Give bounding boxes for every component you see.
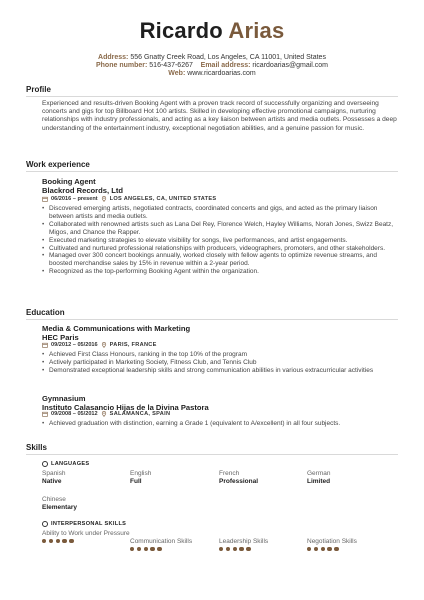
interpersonal-item bbox=[42, 530, 130, 543]
skill-name: Communication Skills bbox=[130, 538, 193, 545]
job-dates: 06/2016 – present bbox=[51, 196, 98, 202]
education-school: Instituto Calasancio Hijas de la Divina Pastora bbox=[42, 403, 209, 412]
rating-dot bbox=[334, 547, 338, 551]
location-pin-icon bbox=[101, 411, 107, 417]
skill-name: Ability to Work under Pressure bbox=[42, 530, 130, 537]
education-dates: 09/2008 – 05/2012 bbox=[51, 411, 98, 417]
rating-dot bbox=[56, 539, 60, 543]
language-name: German bbox=[307, 470, 331, 477]
education-school: HEC Paris bbox=[42, 333, 79, 342]
education-meta bbox=[42, 342, 157, 348]
education-bullets bbox=[42, 351, 398, 375]
rating-dot bbox=[314, 547, 318, 551]
language-name: French bbox=[219, 470, 240, 477]
job-bullets bbox=[42, 205, 398, 276]
interpersonal-item bbox=[307, 538, 395, 551]
rating-dot bbox=[144, 547, 148, 551]
languages-title: LANGUAGES bbox=[51, 461, 90, 467]
interpersonal-title: INTERPERSONAL SKILLS bbox=[51, 521, 127, 527]
list-item: • Managed over 300 concert bookings annually, worked closely with fellow agents to optimize revenue streams, and boosted merchandise sales by 15% in revenue within a 2-year period. bbox=[42, 252, 398, 268]
rating-dot bbox=[226, 547, 230, 551]
languages-heading bbox=[42, 461, 89, 467]
rating-dot bbox=[69, 539, 73, 543]
rating-dot bbox=[42, 539, 46, 543]
rating-dot bbox=[150, 547, 154, 551]
list-item: • Discovered emerging artists, negotiated contracts, coordinated concerts and gigs, and acted as the primary liaison between artists and media outlets. bbox=[42, 205, 398, 221]
list-item: • Recognized as the top-performing Booking Agent within the organization. bbox=[42, 268, 398, 276]
web-value: www.ricardoarias.com bbox=[187, 70, 256, 77]
rating-dot bbox=[327, 547, 331, 551]
list-item: • Achieved First Class Honours, ranking in the top 10% of the program bbox=[42, 351, 398, 359]
education-divider bbox=[26, 319, 398, 320]
job-company: Blackrod Records, Ltd bbox=[42, 186, 124, 195]
education-location: PARIS, FRANCE bbox=[109, 342, 157, 348]
language-level: Full bbox=[130, 478, 142, 485]
list-item: • Executed marketing strategies to elevate visibility for songs, live performances, and artist engagements. bbox=[42, 237, 398, 245]
education-meta bbox=[42, 411, 170, 417]
profile-heading: Profile bbox=[26, 85, 51, 94]
phone-value: 516-437-6267 bbox=[149, 62, 193, 69]
job-location: LOS ANGELES, CA, UNITED STATES bbox=[109, 196, 217, 202]
email-label: Email address: bbox=[200, 62, 251, 69]
resume-name bbox=[0, 18, 424, 44]
address-label: Address: bbox=[98, 54, 129, 61]
phone-label: Phone number: bbox=[95, 62, 148, 69]
language-name: English bbox=[130, 470, 152, 477]
interpersonal-heading bbox=[42, 521, 126, 527]
contact-web-line bbox=[0, 69, 424, 78]
work-divider bbox=[26, 171, 398, 172]
list-item: • Cultivated and nurtured professional relationships with producers, videographers, promoters, and other stakeholders. bbox=[42, 245, 398, 253]
education-location: SALAMANCA, SPAIN bbox=[109, 411, 171, 417]
location-pin-icon bbox=[101, 196, 107, 202]
list-item: • Achieved graduation with distinction, earning a Grade 1 (equivalent to A/excellent) in all four subjects. bbox=[42, 420, 398, 428]
language-level: Native bbox=[42, 478, 62, 485]
language-item bbox=[307, 470, 395, 486]
profile-divider bbox=[26, 96, 398, 97]
address-value: 556 Gnatty Creek Road, Los Angeles, CA 11001, United States bbox=[130, 54, 326, 61]
rating-dot bbox=[130, 547, 134, 551]
work-heading: Work experience bbox=[26, 160, 90, 169]
education-bullets bbox=[42, 420, 398, 428]
skill-rating bbox=[219, 547, 307, 551]
rating-dot bbox=[219, 547, 223, 551]
rating-dot bbox=[157, 547, 161, 551]
rating-dot bbox=[246, 547, 250, 551]
rating-dot bbox=[233, 547, 237, 551]
interpersonal-item bbox=[219, 538, 307, 551]
skill-rating bbox=[130, 547, 218, 551]
first-name: Ricardo bbox=[139, 18, 223, 43]
language-item bbox=[42, 496, 130, 512]
education-degree: Gymnasium bbox=[42, 394, 86, 403]
calendar-icon bbox=[42, 411, 48, 417]
rating-dot bbox=[307, 547, 311, 551]
calendar-icon bbox=[42, 196, 48, 202]
language-item bbox=[219, 470, 307, 486]
rating-dot bbox=[239, 547, 243, 551]
list-item: • Demonstrated exceptional leadership skills and strong communication abilities in various extracurricular activities bbox=[42, 367, 398, 375]
rating-dot bbox=[137, 547, 141, 551]
rating-dot bbox=[321, 547, 325, 551]
interpersonal-item bbox=[130, 538, 218, 551]
email-value: ricardoarias@gmail.com bbox=[252, 62, 328, 69]
skills-heading: Skills bbox=[26, 443, 47, 452]
web-label: Web: bbox=[168, 70, 186, 77]
calendar-icon bbox=[42, 342, 48, 348]
education-dates: 09/2012 – 05/2016 bbox=[51, 342, 98, 348]
skill-name: Negotiation Skills bbox=[307, 538, 357, 545]
skill-rating bbox=[42, 539, 130, 543]
skills-divider bbox=[26, 454, 398, 455]
skill-name: Leadership Skills bbox=[219, 538, 269, 545]
education-degree: Media & Communications with Marketing bbox=[42, 324, 191, 333]
location-pin-icon bbox=[101, 342, 107, 348]
list-item: • Collaborated with renowned artists such as Lana Del Rey, Florence Welch, Hayley Williams, Norah Jones, Swizz Beatz, Migos, and Chance the Rapper. bbox=[42, 221, 398, 237]
language-level: Limited bbox=[307, 478, 331, 485]
language-name: Spanish bbox=[42, 470, 66, 477]
rating-dot bbox=[49, 539, 53, 543]
languages-icon bbox=[42, 461, 48, 467]
rating-dot bbox=[62, 539, 66, 543]
interpersonal-icon bbox=[42, 521, 48, 527]
skill-rating bbox=[307, 547, 395, 551]
job-meta bbox=[42, 196, 216, 202]
profile-text: Experienced and results-driven Booking Agent with a proven track record of successfully organizing and overseeing concerts and gigs for top Billboard Hot 100 artists. Skilled in developing effective promotional campaigns, nurturing relationships with industry professionals, and acting as a key liaison between artists and media outlets. Possesses a deep understanding of the entertainment industry, exceptional negotiation abilities, and a genuine passion for music. bbox=[42, 100, 397, 132]
education-heading: Education bbox=[26, 308, 65, 317]
job-role: Booking Agent bbox=[42, 177, 96, 186]
last-name: Arias bbox=[228, 18, 285, 43]
language-name: Chinese bbox=[42, 496, 66, 503]
language-level: Elementary bbox=[42, 504, 78, 511]
language-item bbox=[130, 470, 218, 486]
language-level: Professional bbox=[219, 478, 259, 485]
list-item: • Actively participated in Marketing Society, Fitness Club, and Tennis Club bbox=[42, 359, 398, 367]
language-item bbox=[42, 470, 130, 486]
